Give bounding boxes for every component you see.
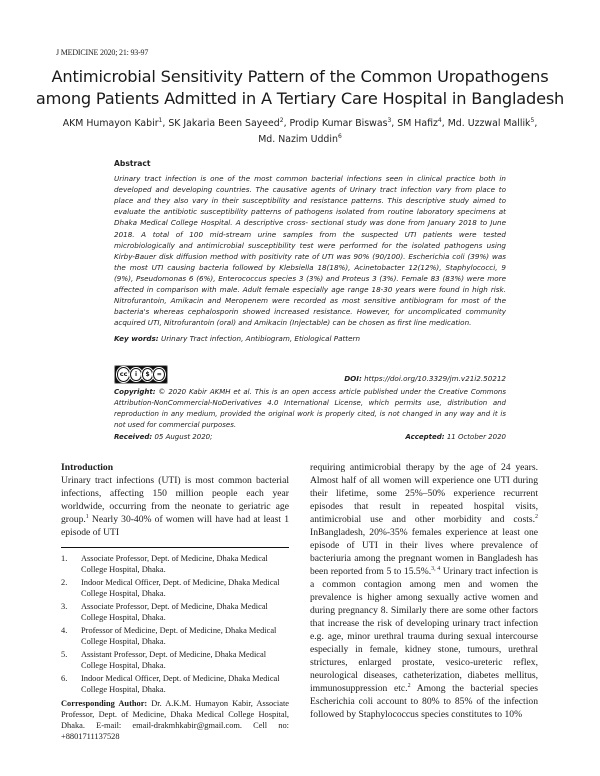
- author-line-2: [0, 130, 600, 146]
- left-column: [61, 461, 289, 742]
- author-affiliation-marker: 3: [387, 117, 392, 124]
- keywords-label: Key words:: [114, 334, 159, 344]
- intro-text: requiring antimicrobial therapy by the age of 24 years. Almost half of all women will experience one UTI during their lifetime, some 25%–50% experience recurrent episodes that result in repeated hospital visits, antimicrobial use and other morbidity and costs.: [310, 462, 538, 525]
- received-label: Received:: [114, 433, 153, 441]
- doi: [344, 374, 506, 383]
- author-affiliation-marker: 1: [158, 117, 163, 124]
- corresponding-author: [61, 698, 289, 742]
- author-name: Prodip Kumar Biswas: [289, 118, 388, 129]
- author-name: Md. Nazim Uddin: [258, 134, 338, 145]
- affiliation-number: 6.: [61, 674, 68, 683]
- creative-commons-badge[interactable]: [114, 365, 168, 384]
- affiliation-item: [61, 673, 289, 695]
- affiliation-text: Indoor Medical Officer, Dept. of Medicine, Dhaka Medical College Hospital, Dhaka.: [81, 674, 280, 694]
- introduction-heading: Introduction: [61, 462, 114, 473]
- author-name: SM Hafiz: [397, 118, 438, 129]
- abstract-heading: Abstract: [114, 159, 151, 168]
- author-name: SK Jakaria Been Sayeed: [168, 118, 280, 129]
- corresponding-label: Corresponding Author:: [61, 699, 148, 708]
- copyright-text: © 2020 Kabir AKMH et al. This is an open access article published under the Creative Commons Attribution-NonCommercial-NoDerivatives 4.0 International License, which permits use, distribution and reproduction in any medium, provided the original work is properly cited, is not changed in any way and it is not used for commercial purposes.: [114, 388, 506, 429]
- license-row: [114, 365, 506, 387]
- copyright-notice: [114, 387, 506, 431]
- affiliation-number: 5.: [61, 650, 68, 659]
- affiliation-text: Indoor Medical Officer, Dept. of Medicine, Dhaka Medical College Hospital, Dhaka.: [81, 578, 280, 598]
- citation-marker[interactable]: 2: [535, 514, 538, 520]
- affiliation-text: Associate Professor, Dept. of Medicine, Dhaka Medical College Hospital, Dhaka.: [81, 554, 268, 574]
- keywords-text: Urinary Tract infection, Antibiogram, Etiological Pattern: [160, 334, 361, 344]
- affiliation-text: Professor of Medicine, Dept. of Medicine, Dhaka Medical College Hospital, Dhaka.: [81, 626, 277, 646]
- affiliation-number: 2.: [61, 578, 68, 587]
- intro-text: InBangladesh, 20%-35% females experience at least one episode of UTI in their lives where prevalence of bacteriuria among the pregnant women in Bangladesh has been reported from 5 to 15.5%.: [310, 527, 538, 577]
- affiliation-item: [61, 649, 289, 671]
- citation-marker[interactable]: 2: [407, 683, 411, 689]
- introduction-paragraph-continued: [310, 461, 538, 721]
- intro-text: Urinary tract infection is a common contagion among men and women the prevalence is higher among sexually active women and during pregnancy 8. Similarly there are some other factors that increase the risk of developing urinary tract infection e.g. age, minor urethral trauma during sexual intercourse especially in female, kidney stone, tumours, urethral strictures, enlarged prostate, vesico-ureteric reflex, neurological diseases, catheterization, diabetes mellitus, immunosuppression etc.: [310, 566, 538, 694]
- author-affiliation-marker: 5: [530, 117, 535, 124]
- affiliation-text: Associate Professor, Dept. of Medicine, Dhaka Medical College Hospital, Dhaka.: [81, 602, 268, 622]
- cc-icon: cc: [117, 367, 130, 382]
- intro-text: Among the bacterial species Escherichia coli account to 80% to 85% of the infection followed by Staphylococcus species constitutes to 10%: [310, 683, 539, 720]
- corresponding-text: Dr. A.K.M. Humayon Kabir, Associate Professor, Dept. of Medicine, Dhaka Medical College Hospital, Dhaka. E-mail: email-drakmhkabir@gmail.com. Cell no: +8801711137528: [61, 699, 289, 741]
- intro-text: Urinary tract infections (UTI) is most common bacterial infections, affecting 150 million people each year worldwide, occurring from the neonate to geriatric age group.: [61, 475, 289, 525]
- author-affiliation-marker: 6: [337, 133, 342, 140]
- title-line-2: among Patients Admitted in A Tertiary Care Hospital in Bangladesh: [35, 89, 565, 108]
- journal-reference: J MEDICINE 2020; 21: 93-97: [56, 48, 149, 57]
- citation-marker[interactable]: 1: [85, 514, 89, 520]
- abstract-text: Urinary tract infection is one of the most common bacterial infections seen in clinical practice both in developed and developing countries. The causative agents of Urinary tract infection vary from place to place and they also vary in their susceptibility and resistance patterns. This descriptive study aimed to evaluate the antibiotic susceptibility patterns of pathogens isolated from routine laboratory specimens at Dhaka Medical College Hospital. A descriptive cross- sectional study was done from January 2018 to June 2018. A total of 100 mid-stream urine samples from the suspected UTI patients were tested microbiologically and antimicrobial susceptibility test were performed for the isolated pathogens using Kirby-Bauer disk diffusion method with positivity rate of UTI was 90% (90/100). Escherichia coli (39%) was the most UTI causing bacteria followed by Klebsiella 18(18%), Acinetobacter 12(12%), Staphylococci, 9 (9%), Pseudomonas 6 (6%), Enterococcus species 3 (3%) and Proteus 3 (3%). Female 83 (83%) were more affected in comparison with male. Adult female especially age range 18-30 years were found in high risk. Nitrofurantoin, Amikacin and Meropenem were recorded as most sensitive antibiogram for most of the bacteria's whereas cephalosporin showed increased resistance. However, for uncomplicated community acquired UTI, Nitrofurantoin (oral) and Amikacin (Injectable) can be chosen as first line medication.: [114, 174, 506, 328]
- author-list: [0, 114, 600, 146]
- affiliation-item: [61, 601, 289, 623]
- introduction-paragraph: [61, 474, 289, 539]
- noncommercial-icon: $: [142, 368, 154, 381]
- affiliation-number: 4.: [61, 626, 68, 635]
- abstract-section: [114, 158, 506, 345]
- affiliation-number: 3.: [61, 602, 68, 611]
- accepted-label: Accepted:: [405, 433, 445, 441]
- attribution-icon: i: [130, 368, 142, 381]
- received-date: [114, 433, 212, 441]
- accepted-date: [405, 433, 506, 441]
- title-line-1: Antimicrobial Sensitivity Pattern of the Common Uropathogens: [51, 67, 549, 86]
- received-value: 05 August 2020;: [154, 433, 213, 441]
- copyright-label: Copyright:: [114, 388, 156, 396]
- affiliation-item: [61, 577, 289, 599]
- affiliation-item: [61, 553, 289, 575]
- author-line-1: AKM Humayon Kabir$^1$, SK Jakaria Been Sayeed$^2$, Prodip Kumar Biswas$^3$, SM Hafiz$^4$, Md. Uzzwal Mallik$^5$,: [62, 117, 538, 129]
- submission-dates: [114, 433, 506, 441]
- intro-text: Nearly 30-40% of women will have had at least 1 episode of UTI: [61, 514, 289, 538]
- author-name: AKM Humayon Kabir: [62, 118, 159, 129]
- author-affiliation-marker: 2: [279, 117, 284, 124]
- noderivatives-icon: =: [153, 368, 165, 381]
- affiliation-item: [61, 625, 289, 647]
- author-affiliation-marker: 4: [437, 117, 442, 124]
- doi-label: DOI:: [344, 374, 362, 383]
- doi-link[interactable]: https://doi.org/10.3329/jm.v21i2.50212: [364, 374, 506, 383]
- affiliation-number: 1.: [61, 554, 68, 563]
- keywords: [114, 333, 506, 344]
- affiliation-text: Assistant Professor, Dept. of Medicine, Dhaka Medical College Hospital, Dhaka.: [81, 650, 267, 670]
- author-name: Md. Uzzwal Mallik: [447, 118, 531, 129]
- citation-marker[interactable]: 3, 4: [431, 566, 441, 572]
- footnote-divider: [61, 547, 289, 548]
- paper-title: [0, 66, 600, 110]
- right-column: [310, 461, 538, 721]
- accepted-value: 11 October 2020: [446, 433, 506, 441]
